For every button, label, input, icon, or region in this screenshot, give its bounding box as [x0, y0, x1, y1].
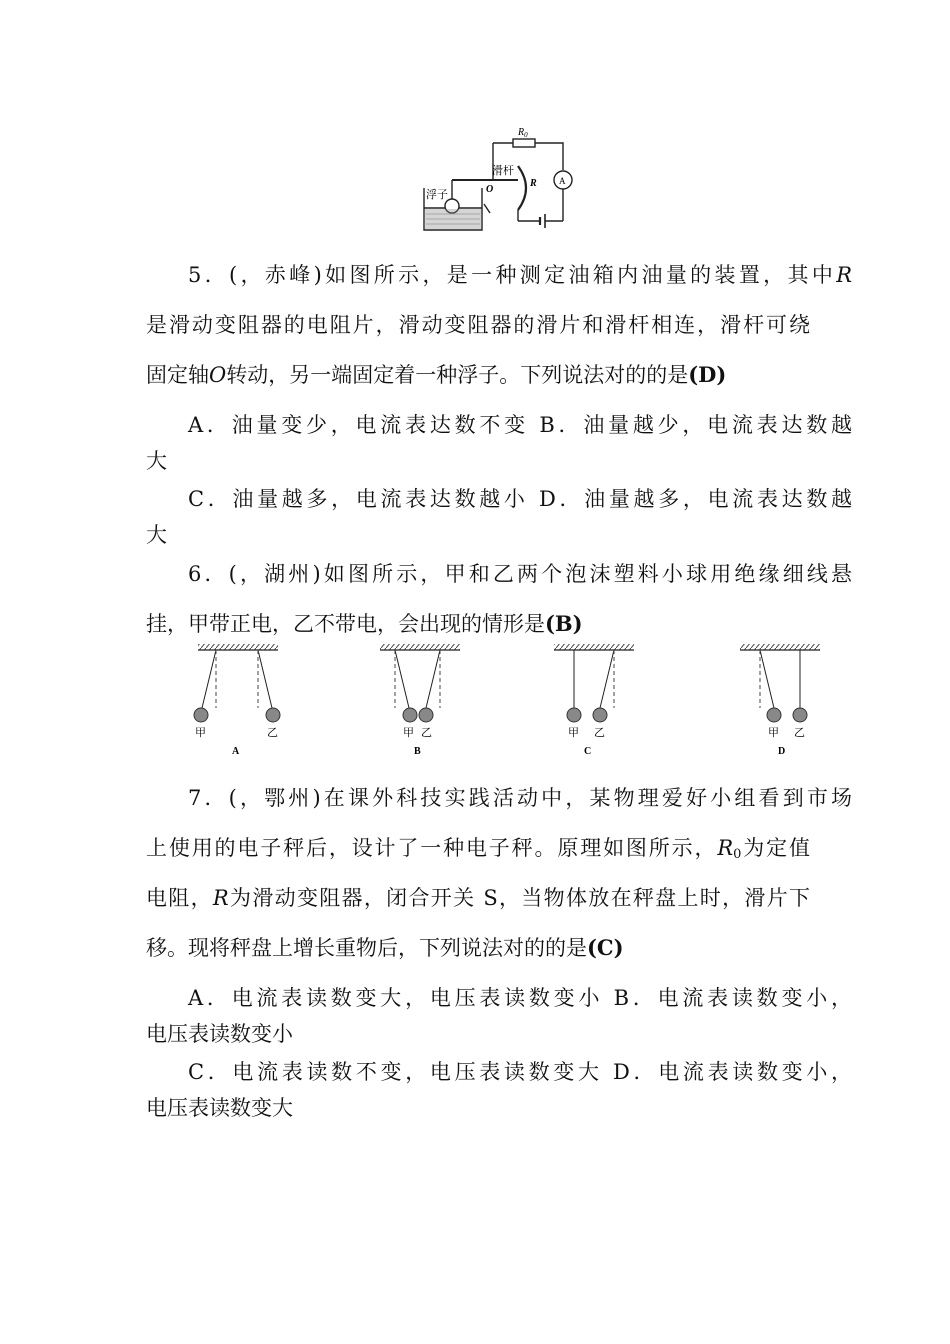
- q5-options-line-1: A．油量变少，电流表达数不变 B．油量越少，电流表达数越: [188, 413, 852, 437]
- pendulum-option-d: [740, 644, 820, 757]
- q6-answer: (B): [545, 611, 583, 636]
- svg-text:乙: 乙: [421, 727, 432, 739]
- pendulum-option-a: [194, 644, 280, 757]
- svg-text:乙: 乙: [594, 727, 605, 739]
- option-c-label: C: [584, 746, 592, 757]
- q5-answer: (D): [688, 362, 727, 387]
- r-label: R: [530, 178, 537, 189]
- q5-options-line-2: 大: [146, 449, 167, 473]
- pendulum-option-c: [554, 644, 634, 757]
- slider-label: 滑杆: [492, 165, 514, 177]
- q5-options-line-3: C．油量越多，电流表达数越小 D．油量越多，电流表达数越: [188, 487, 852, 511]
- q7-answer: (C): [587, 935, 624, 960]
- q7-options-line-2: 电压表读数变小: [146, 1022, 293, 1046]
- q7-line-2: 上使用的电子秤后，设计了一种电子秤。原理如图所示，$R_0$为定值: [146, 836, 810, 862]
- r0-label: $R_0$: [518, 127, 528, 139]
- q5-line-3: 固定轴O转动，另一端固定着一种浮子。下列说法对的的是(D): [146, 362, 727, 387]
- option-a-label: A: [232, 746, 240, 757]
- option-d-label: D: [778, 746, 786, 757]
- q7-line-1: 7．(，鄂州)在课外科技实践活动中，某物理爱好小组看到市场: [188, 786, 852, 810]
- pendulum-figures: [186, 642, 826, 762]
- float-label: 浮子: [426, 189, 448, 201]
- q7-options-line-3: C．电流表读数不变，电压表读数变大 D．电流表读数变小，: [188, 1060, 852, 1084]
- q6-line-1: 6．(，湖州)如图所示，甲和乙两个泡沫塑料小球用绝缘细线悬: [188, 562, 852, 586]
- q7-options-line-4: 电压表读数变大: [146, 1096, 293, 1120]
- svg-text:甲: 甲: [768, 727, 779, 739]
- pendulum-option-b: [380, 644, 460, 757]
- o-label: O: [486, 184, 494, 195]
- option-b-label: B: [414, 746, 421, 757]
- q5-line-2: 是滑动变阻器的电阻片，滑动变阻器的滑片和滑杆相连，滑杆可绕: [146, 313, 810, 337]
- svg-text:甲: 甲: [195, 727, 206, 739]
- svg-text:甲: 甲: [568, 727, 579, 739]
- q5-options-line-4: 大: [146, 523, 167, 547]
- oil-gauge-figure: [418, 118, 578, 236]
- q7-line-4: 移。现将秤盘上增长重物后，下列说法对的的是(C): [146, 935, 624, 960]
- svg-text:乙: 乙: [267, 727, 278, 739]
- q5-line-1: 5．(，赤峰)如图所示，是一种测定油箱内油量的装置，其中R: [188, 263, 852, 287]
- svg-text:乙: 乙: [794, 727, 805, 739]
- svg-text:甲: 甲: [403, 727, 414, 739]
- q7-options-line-1: A．电流表读数变大，电压表读数变小 B．电流表读数变小，: [188, 986, 852, 1010]
- ammeter-icon: A: [559, 176, 566, 186]
- q6-line-2: 挂，甲带正电，乙不带电，会出现的情形是(B): [146, 611, 583, 636]
- q7-line-3: 电阻，R为滑动变阻器，闭合开关 S，当物体放在秤盘上时，滑片下: [146, 886, 811, 910]
